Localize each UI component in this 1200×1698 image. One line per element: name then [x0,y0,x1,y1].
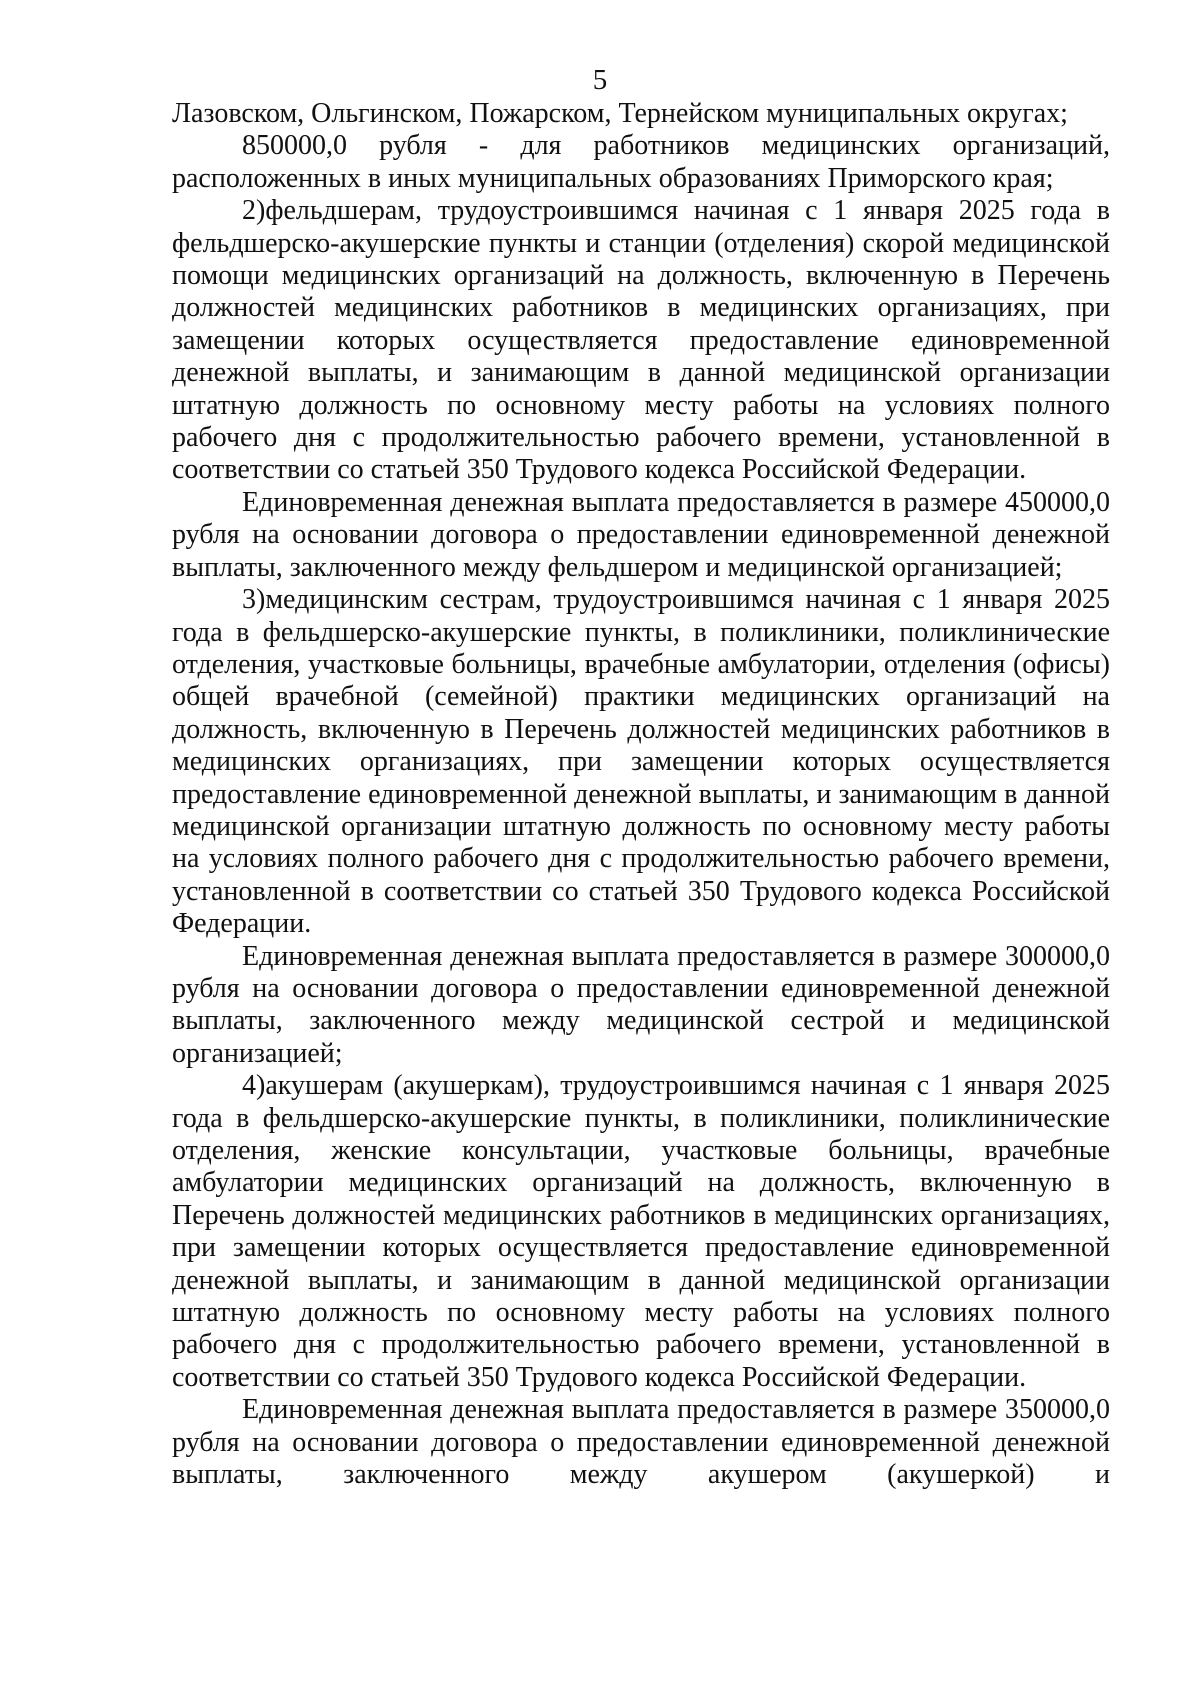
paragraph-1: Лазовском, Ольгинском, Пожарском, Тернейском муниципальных округах; [172,98,1068,129]
page-number: 5 [592,64,608,96]
paragraph-4: Единовременная денежная выплата предоставляется в размере 450000,0 рубля на основании договора о предоставлении единовременной денежной выплаты, заключенного между фельдшером и медицинской организацией; [172,486,1110,583]
paragraph-6: Единовременная денежная выплата предоставляется в размере 300000,0 рубля на основании договора о предоставлении единовременной денежной выплаты, заключенного между медицинской сестрой и медицинской организацией; [172,940,1110,1069]
paragraph-5: 3)медицинским сестрам, трудоустроившимся начиная с 1 января 2025 года в фельдшерско-акушерские пункты, в поликлиники, поликлинические отделения, участковые больницы, врачебные амбулатории, отделения (офисы) общей врачебной (семейной) практики медицинских организаций на должность, включенную в Перечень должностей медицинских работников в медицинских организациях, при замещении которых осуществляется предоставление единовременной денежной выплаты, и занимающим в данной медицинской организации штатную должность по основному месту работы на условиях полного рабочего дня с продолжительностью рабочего времени, установленной в соответствии со статьей 350 Трудового кодекса Российской Федерации. [172,584,1110,940]
document-body [172,98,1110,1491]
paragraph-7: 4)акушерам (акушеркам), трудоустроившимся начиная с 1 января 2025 года в фельдшерско-акушерские пункты, в поликлиники, поликлинические отделения, женские консультации, участковые больницы, врачебные амбулатории медицинских организаций на должность, включенную в Перечень должностей медицинских работников в медицинских организациях, при замещении которых осуществляется предоставление единовременной денежной выплаты, и занимающим в данной медицинской организации штатную должность по основному месту работы на условиях полного рабочего дня с продолжительностью рабочего времени, установленной в соответствии со статьей 350 Трудового кодекса Российской Федерации. [172,1070,1110,1393]
paragraph-3: 2)фельдшерам, трудоустроившимся начиная с 1 января 2025 года в фельдшерско-акушерские пункты и станции (отделения) скорой медицинской помощи медицинских организаций на должность, включенную в Перечень должностей медицинских работников в медицинских организациях, при замещении которых осуществляется предоставление единовременной денежной выплаты, и занимающим в данной медицинской организации штатную должность по основному месту работы на условиях полного рабочего дня с продолжительностью рабочего времени, установленной в соответствии со статьей 350 Трудового кодекса Российской Федерации. [172,195,1110,486]
paragraph-2: 850000,0 рубля - для работников медицинских организаций, расположенных в иных муниципальных образованиях Приморского края; [172,130,1110,194]
paragraph-8: Единовременная денежная выплата предоставляется в размере 350000,0 рубля на основании договора о предоставлении единовременной денежной выплаты, заключенного между акушером (акушеркой) и [172,1394,1110,1491]
